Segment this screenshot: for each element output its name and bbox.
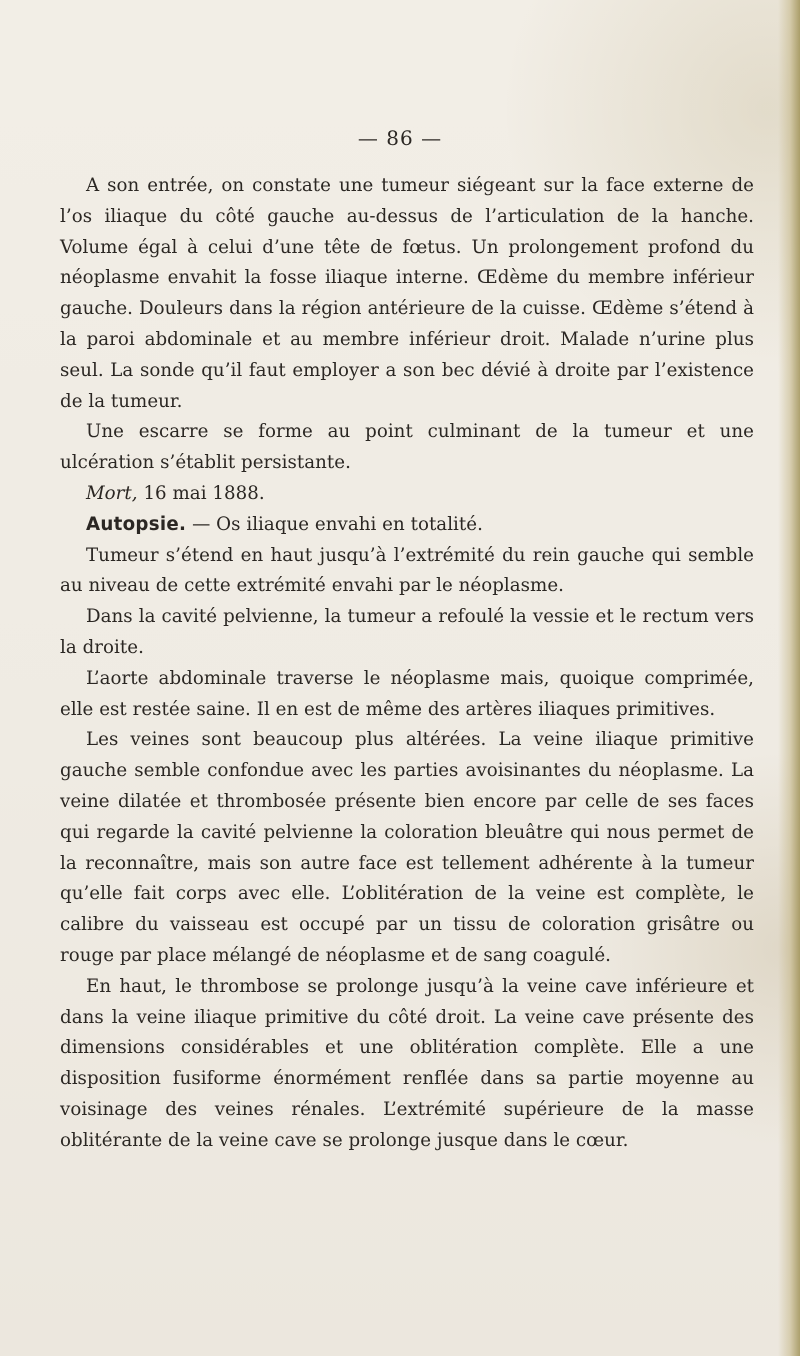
body-text (60, 171, 754, 1157)
paragraph-death (60, 479, 754, 510)
autopsy-label: Autopsie. (86, 513, 187, 535)
paragraph-veines: Les veines sont beaucoup plus altérées. La veine iliaque primitive gauche semble confondue avec les parties avoisinantes du néoplasme. La veine dilatée et thrombosée présente bien encore par celle de ses faces qui regarde la cavité pelvienne la coloration bleuâtre qui nous permet de la reconnaître, mais son autre face est tellement adhérente à la tumeur qu’elle fait corps avec elle. L’oblitération de la veine est complète, le calibre du vaisseau est occupé par un tissu de coloration grisâtre ou rouge par place mélangé de néoplasme et de sang coagulé. (60, 729, 754, 966)
death-label: Mort, (86, 482, 138, 504)
paragraph-thrombose: En haut, le thrombose se prolonge jusqu’à la veine cave inférieure et dans la veine iliaque primitive du côté droit. La veine cave présente des dimensions considérables et une oblitération complète. Elle a une disposition fusiforme énormément renflée dans sa partie moyenne au voisinage des veines rénales. L’extrémité supérieure de la masse oblitérante de la veine cave se prolonge jusque dans le cœur. (60, 975, 754, 1151)
paragraph-tumeur-rein: Tumeur s’étend en haut jusqu’à l’extrémité du rein gauche qui semble au niveau de cette extrémité envahi par le néoplasme. (60, 544, 754, 597)
paragraph-autopsy (60, 510, 754, 541)
paragraph-admission: A son entrée, on constate une tumeur siégeant sur la face externe de l’os iliaque du côté gauche au-dessus de l’articulation de la hanche. Volume égal à celui d’une tête de fœtus. Un prolongement profond du néoplasme envahit la fosse iliaque interne. Œdème du membre inférieur gauche. Douleurs dans la région antérieure de la cuisse. Œdème s’étend à la paroi abdominale et au membre inférieur droit. Malade n’urine plus seul. La sonde qu’il faut employer a son bec dévié à droite par l’existence de la tumeur. (60, 175, 754, 412)
paragraph-cavite-pelvienne: Dans la cavité pelvienne, la tumeur a refoulé la vessie et le rectum vers la droite. (60, 606, 754, 658)
page-number: — 86 — (357, 126, 443, 150)
autopsy-text: — Os iliaque envahi en totalité. (186, 513, 483, 535)
paragraph-escarre: Une escarre se forme au point culminant de la tumeur et une ulcération s’établit persistante. (60, 421, 754, 474)
paragraph-aorte: L’aorte abdominale traverse le néoplasme mais, quoique comprimée, elle est restée saine. Il en est de même des artères iliaques primitives. (60, 667, 754, 720)
page-edge-stain (778, 0, 800, 1356)
death-date: 16 mai 1888. (137, 482, 265, 504)
